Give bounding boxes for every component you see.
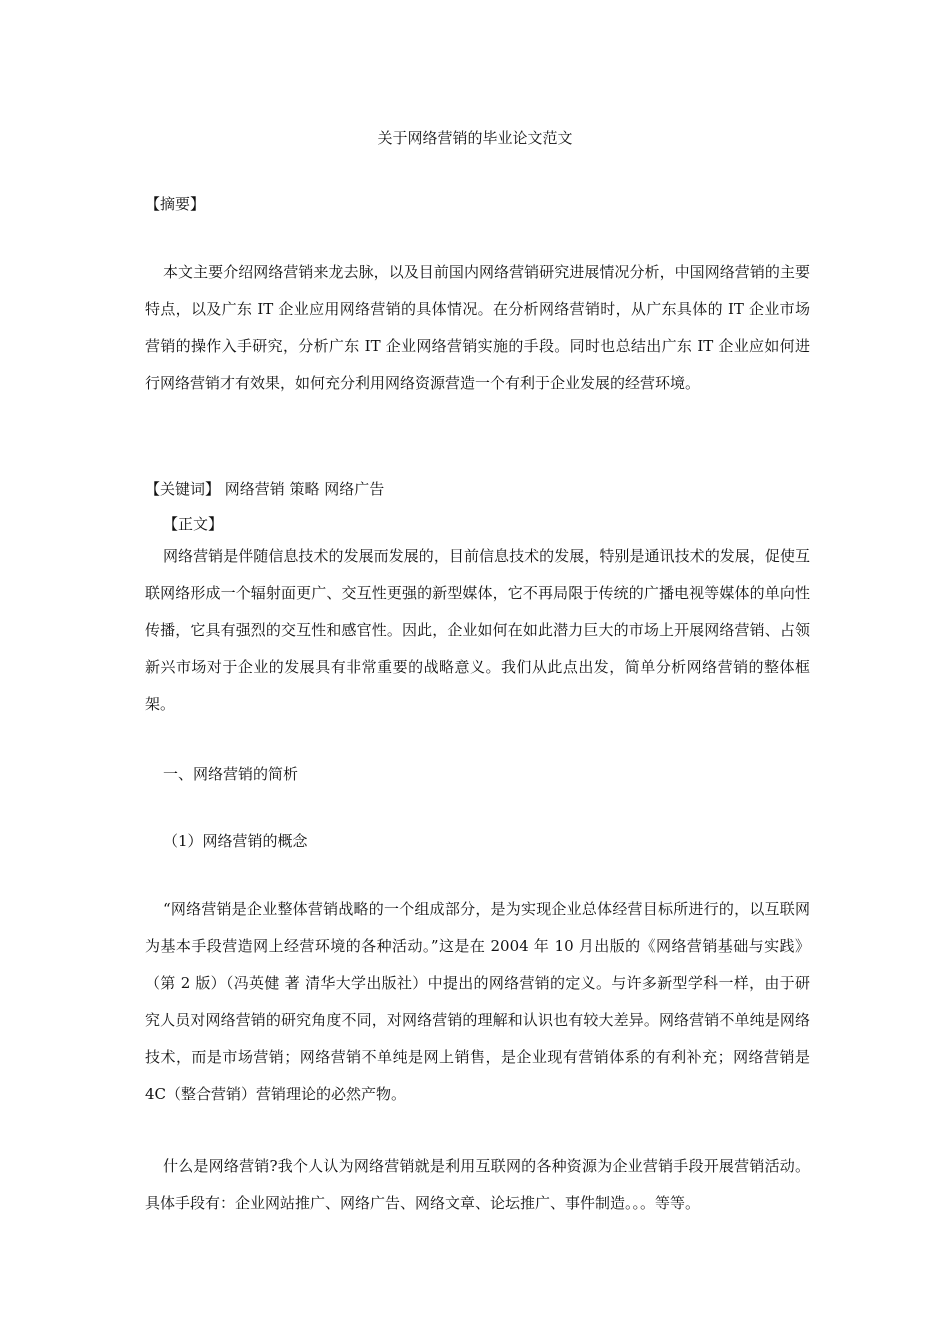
keywords-line: 【关键词】 网络营销 策略 网络广告 — [145, 480, 385, 498]
body-paragraph-1-text: 网络营销是伴随信息技术的发展而发展的，目前信息技术的发展，特别是通讯技术的发展，促使互联网络形成一个辐射面更广、交互性更强的新型媒体，它不再局限于传统的广播电视等媒体的单向性传播，它具有强烈的交互性和感官性。因此，企业如何在如此潜力巨大的市场上开展网络营销、占领新兴市场对于企业的发展具有非常重要的战略意义。我们从此点出发，简单分析网络营销的整体框架。 — [145, 547, 810, 713]
body-heading: 【正文】 — [163, 515, 224, 533]
body-paragraph-3 — [145, 1148, 810, 1222]
subsection-1-heading: （1）网络营销的概念 — [163, 832, 308, 850]
body-paragraph-3-text: 什么是网络营销?我个人认为网络营销就是利用互联网的各种资源为企业营销手段开展营销活动。具体手段有：企业网站推广、网络广告、网络文章、论坛推广、事件制造。。。等等。 — [145, 1157, 810, 1212]
abstract-heading: 【摘要】 — [145, 195, 206, 213]
body-paragraph-1 — [145, 538, 810, 723]
abstract-text: 本文主要介绍网络营销来龙去脉，以及目前国内网络营销研究进展情况分析，中国网络营销的主要特点，以及广东 IT 企业应用网络营销的具体情况。在分析网络营销时，从广东具体的 IT 企业市场营销的操作入手研究，分析广东 IT 企业网络营销实施的手段。同时也总结出广东 IT 企业应如何进行网络营销才有效果，如何充分利用网络资源营造一个有利于企业发展的经营环境。 — [145, 263, 810, 392]
section-1-heading: 一、网络营销的简析 — [163, 765, 299, 783]
abstract-paragraph — [145, 254, 810, 402]
body-paragraph-2-text: “网络营销是企业整体营销战略的一个组成部分，是为实现企业总体经营目标所进行的，以互联网为基本手段营造网上经营环境的各种活动。”这是在 2004 年 10 月出版的《网络营销基础与实践》（第 2 版）（冯英健 著 清华大学出版社）中提出的网络营销的定义。与许多新型学科一样，由于研究人员对网络营销的研究角度不同，对网络营销的理解和认识也有较大差异。网络营销不单纯是网络技术，而是市场营销；网络营销不单纯是网上销售，是企业现有营销体系的有利补充；网络营销是 4C（整合营销）营销理论的必然产物。 — [145, 900, 810, 1103]
document-title: 关于网络营销的毕业论文范文 — [377, 129, 573, 147]
body-paragraph-2 — [145, 891, 810, 1113]
